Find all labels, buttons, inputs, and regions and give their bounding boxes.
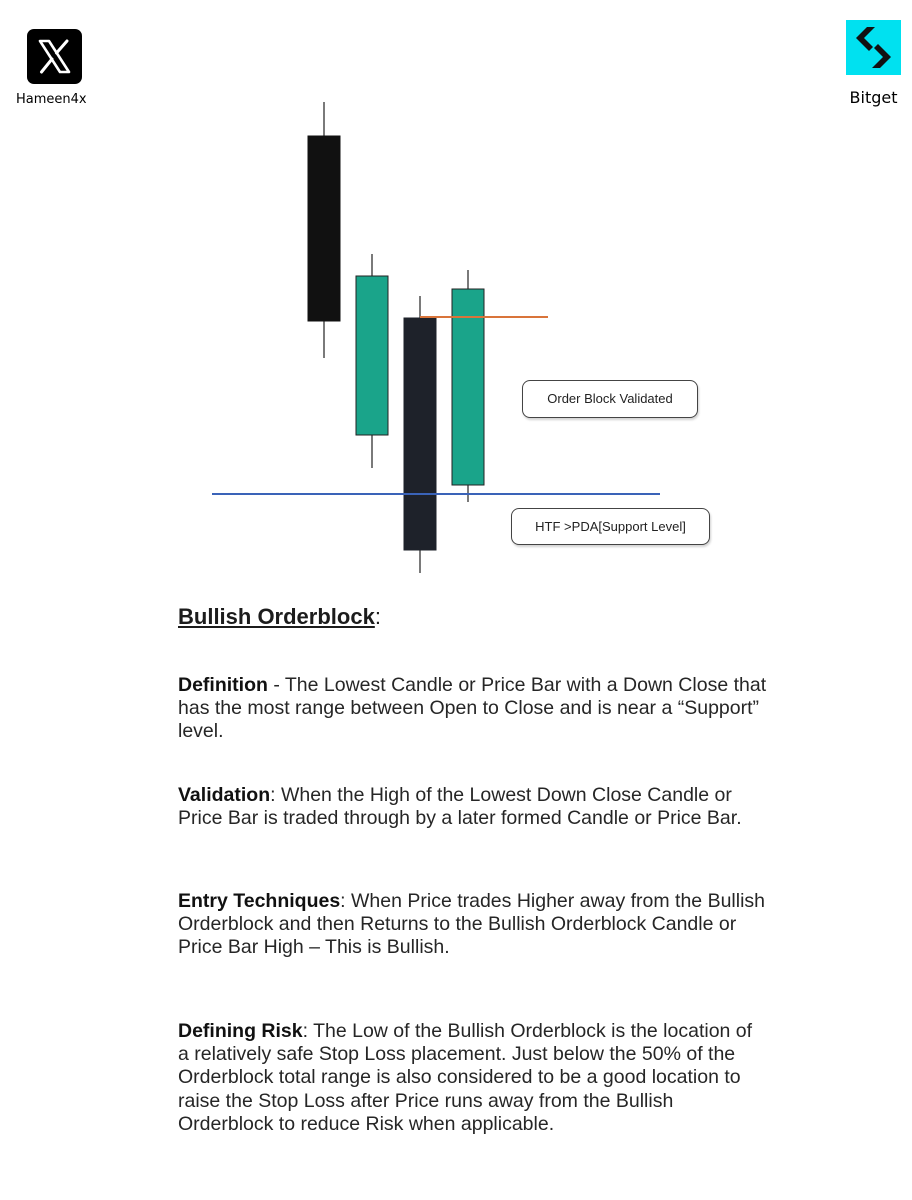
- article: [178, 604, 768, 1135]
- order-block-validated-callout: Order Block Validated: [522, 380, 698, 418]
- candle-3-orderblock-bearish: [404, 296, 436, 573]
- candle-2-bullish: [356, 254, 388, 468]
- section-defining-risk: Defining Risk: The Low of the Bullish Orderblock is the location of a relatively safe Stop Loss placement. Just below the 50% of the Orderblock total range is also considered to be a good location to raise the Stop Loss after Price runs away from the Bullish Orderblock to reduce Risk when applicable.: [178, 1020, 753, 1135]
- brand-name: Bitget: [849, 88, 898, 107]
- section-definition: Definition - The Lowest Candle or Price Bar with a Down Close that has the most range between Open to Close and is near a “Support” level.: [178, 674, 767, 743]
- support-level-callout: HTF >PDA[Support Level]: [511, 508, 710, 545]
- article-title: Bullish Orderblock:: [178, 604, 381, 629]
- candle-4-bullish: [452, 270, 484, 502]
- candle-1-bearish: [308, 102, 340, 358]
- section-entry-techniques: Entry Techniques: When Price trades Higher away from the Bullish Orderblock and then Returns to the Bullish Orderblock Candle or Price Bar High – This is Bullish.: [178, 890, 766, 959]
- social-handle: Hameen4x: [16, 92, 87, 107]
- section-validation: Validation: When the High of the Lowest Down Close Candle or Price Bar is traded through by a later formed Candle or Price Bar.: [178, 784, 742, 830]
